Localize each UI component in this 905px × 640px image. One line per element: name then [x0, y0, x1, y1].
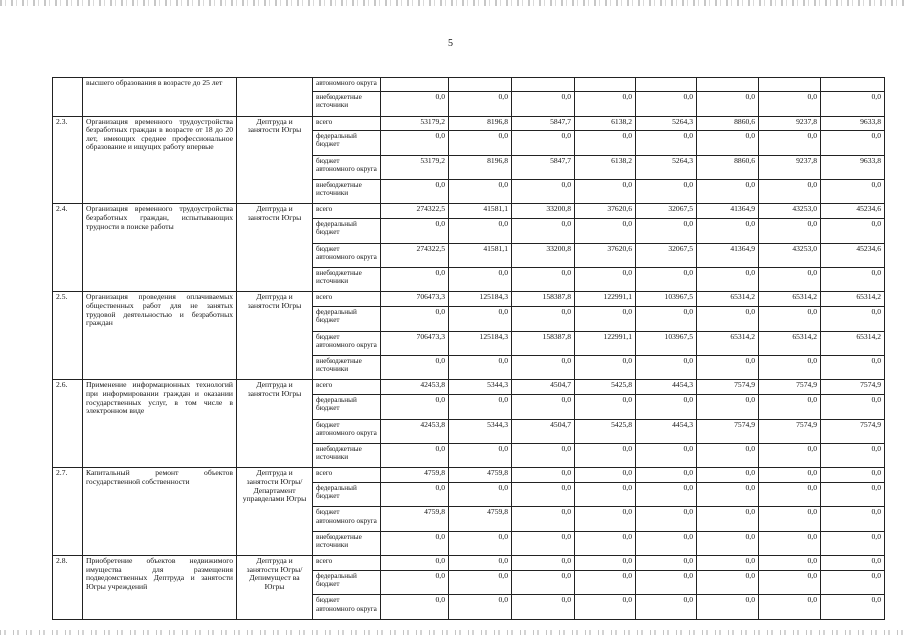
amount-cell: 0,0 — [575, 131, 636, 155]
amount-cell: 5264,3 — [636, 155, 697, 179]
amount-cell: 4454,3 — [636, 419, 697, 443]
amount-cell: 0,0 — [381, 92, 449, 116]
page-number: 5 — [448, 38, 453, 49]
amount-cell: 706473,3 — [381, 331, 449, 355]
amount-cell: 0,0 — [449, 570, 512, 594]
amount-cell: 0,0 — [697, 468, 759, 483]
amount-cell: 4759,8 — [381, 507, 449, 531]
executor: Дептруда и занятости Югры/Депимущест ва Югры — [237, 556, 313, 620]
amount-cell: 5847,7 — [512, 116, 575, 131]
funding-source: внебюджетные источники — [313, 180, 381, 204]
table-row — [53, 78, 885, 92]
amount-cell: 0,0 — [636, 468, 697, 483]
amount-cell: 4454,3 — [636, 380, 697, 395]
amount-cell: 5425,8 — [575, 419, 636, 443]
amount-cell: 0,0 — [575, 468, 636, 483]
funding-source: всего — [313, 292, 381, 307]
amount-cell: 0,0 — [381, 556, 449, 571]
amount-cell: 0,0 — [381, 307, 449, 331]
amount-cell: 53179,2 — [381, 155, 449, 179]
amount-cell: 4759,8 — [449, 507, 512, 531]
activity-name: Организация временного трудоустройства безработных граждан, испытывающих трудности в поиске работы — [83, 204, 237, 292]
amount-cell: 0,0 — [381, 395, 449, 419]
amount-cell: 0,0 — [636, 268, 697, 292]
activity-name: Организация временного трудоустройства безработных граждан в возрасте от 18 до 20 лет, имеющих среднее профессиональное образование и ищущих работу впервые — [83, 116, 237, 204]
activity-name: Применение информационных технологий при информировании граждан и оказании государственных услуг, в том числе в электронном виде — [83, 380, 237, 468]
amount-cell: 32067,5 — [636, 243, 697, 267]
amount-cell: 5847,7 — [512, 155, 575, 179]
amount-cell: 0,0 — [759, 595, 821, 620]
amount-cell: 0,0 — [697, 531, 759, 555]
amount-cell: 0,0 — [512, 570, 575, 594]
amount-cell: 0,0 — [575, 443, 636, 467]
budget-table — [52, 77, 885, 620]
amount-cell: 0,0 — [381, 595, 449, 620]
scan-edge-bottom — [0, 630, 905, 635]
amount-cell: 7574,9 — [697, 380, 759, 395]
amount-cell: 41581,1 — [449, 243, 512, 267]
item-number: 2.5. — [53, 292, 83, 380]
amount-cell: 0,0 — [821, 307, 885, 331]
amount-cell: 0,0 — [381, 483, 449, 507]
funding-source: внебюджетные источники — [313, 355, 381, 379]
amount-cell: 0,0 — [381, 131, 449, 155]
amount-cell: 0,0 — [512, 507, 575, 531]
funding-source: бюджет автономного округа — [313, 419, 381, 443]
funding-source: автономного округа — [313, 78, 381, 92]
amount-cell — [449, 78, 512, 92]
amount-cell: 158387,8 — [512, 292, 575, 307]
scan-edge-top — [0, 0, 905, 6]
executor: Дептруда и занятости Югры — [237, 292, 313, 380]
amount-cell: 9237,8 — [759, 116, 821, 131]
item-number: 2.4. — [53, 204, 83, 292]
amount-cell: 9237,8 — [759, 155, 821, 179]
funding-source: бюджет автономного округа — [313, 331, 381, 355]
amount-cell: 0,0 — [697, 355, 759, 379]
amount-cell: 125184,3 — [449, 292, 512, 307]
amount-cell: 0,0 — [697, 556, 759, 571]
amount-cell: 7574,9 — [697, 419, 759, 443]
amount-cell: 41364,9 — [697, 243, 759, 267]
funding-source: федеральный бюджет — [313, 131, 381, 155]
amount-cell: 0,0 — [821, 355, 885, 379]
amount-cell: 0,0 — [449, 443, 512, 467]
amount-cell: 0,0 — [575, 92, 636, 116]
amount-cell: 9633,8 — [821, 116, 885, 131]
amount-cell: 0,0 — [449, 307, 512, 331]
amount-cell: 65314,2 — [697, 292, 759, 307]
amount-cell: 0,0 — [512, 355, 575, 379]
amount-cell: 8196,8 — [449, 116, 512, 131]
amount-cell: 0,0 — [512, 219, 575, 243]
amount-cell: 0,0 — [575, 268, 636, 292]
amount-cell — [575, 78, 636, 92]
amount-cell: 0,0 — [575, 507, 636, 531]
activity-name: Организация проведения оплачиваемых общественных работ для не занятых трудовой деятельностью и безработных граждан — [83, 292, 237, 380]
amount-cell: 4759,8 — [381, 468, 449, 483]
amount-cell: 7574,9 — [821, 419, 885, 443]
amount-cell: 0,0 — [636, 595, 697, 620]
amount-cell: 103967,5 — [636, 292, 697, 307]
funding-source: бюджет автономного округа — [313, 595, 381, 620]
activity-name: Приобретение объектов недвижимого имущества для размещения подведомственных Дептруда и занятости Югры учреждений — [83, 556, 237, 620]
amount-cell: 0,0 — [575, 307, 636, 331]
amount-cell: 43253,0 — [759, 204, 821, 219]
amount-cell: 0,0 — [449, 131, 512, 155]
amount-cell: 0,0 — [449, 180, 512, 204]
amount-cell: 0,0 — [449, 92, 512, 116]
amount-cell: 0,0 — [821, 443, 885, 467]
amount-cell: 0,0 — [449, 483, 512, 507]
amount-cell: 5344,3 — [449, 380, 512, 395]
amount-cell — [821, 78, 885, 92]
funding-source: бюджет автономного округа — [313, 243, 381, 267]
funding-source: федеральный бюджет — [313, 483, 381, 507]
amount-cell: 0,0 — [636, 570, 697, 594]
table-row — [53, 468, 885, 483]
amount-cell: 0,0 — [512, 268, 575, 292]
amount-cell: 0,0 — [512, 468, 575, 483]
amount-cell — [697, 78, 759, 92]
amount-cell: 0,0 — [759, 395, 821, 419]
amount-cell: 32067,5 — [636, 204, 697, 219]
item-number: 2.7. — [53, 468, 83, 556]
amount-cell: 43253,0 — [759, 243, 821, 267]
funding-source: внебюджетные источники — [313, 443, 381, 467]
funding-source: федеральный бюджет — [313, 395, 381, 419]
amount-cell: 0,0 — [697, 92, 759, 116]
amount-cell: 6138,2 — [575, 155, 636, 179]
table-row — [53, 292, 885, 307]
amount-cell: 0,0 — [381, 443, 449, 467]
amount-cell: 0,0 — [821, 92, 885, 116]
amount-cell: 125184,3 — [449, 331, 512, 355]
funding-source: всего — [313, 468, 381, 483]
amount-cell — [636, 78, 697, 92]
amount-cell: 0,0 — [636, 443, 697, 467]
amount-cell: 0,0 — [381, 531, 449, 555]
amount-cell: 0,0 — [697, 180, 759, 204]
amount-cell: 103967,5 — [636, 331, 697, 355]
amount-cell: 4504,7 — [512, 419, 575, 443]
amount-cell: 0,0 — [759, 570, 821, 594]
amount-cell: 0,0 — [759, 507, 821, 531]
executor — [237, 78, 313, 117]
amount-cell: 0,0 — [575, 570, 636, 594]
amount-cell: 122991,1 — [575, 292, 636, 307]
amount-cell: 0,0 — [575, 355, 636, 379]
funding-source: внебюджетные источники — [313, 92, 381, 116]
amount-cell — [381, 78, 449, 92]
table-row — [53, 204, 885, 219]
amount-cell: 45234,6 — [821, 243, 885, 267]
amount-cell: 7574,9 — [821, 380, 885, 395]
amount-cell: 0,0 — [512, 483, 575, 507]
executor: Дептруда и занятости Югры — [237, 116, 313, 204]
amount-cell: 0,0 — [759, 131, 821, 155]
amount-cell: 0,0 — [821, 131, 885, 155]
amount-cell: 0,0 — [636, 92, 697, 116]
executor: Дептруда и занятости Югры — [237, 204, 313, 292]
funding-source: бюджет автономного округа — [313, 507, 381, 531]
amount-cell: 0,0 — [575, 595, 636, 620]
amount-cell: 0,0 — [759, 531, 821, 555]
amount-cell: 0,0 — [821, 268, 885, 292]
amount-cell: 0,0 — [697, 219, 759, 243]
amount-cell: 0,0 — [759, 219, 821, 243]
amount-cell — [759, 78, 821, 92]
amount-cell: 65314,2 — [821, 292, 885, 307]
amount-cell: 0,0 — [636, 180, 697, 204]
amount-cell: 8860,6 — [697, 155, 759, 179]
amount-cell: 0,0 — [381, 219, 449, 243]
amount-cell: 0,0 — [636, 483, 697, 507]
amount-cell: 0,0 — [449, 219, 512, 243]
amount-cell: 706473,3 — [381, 292, 449, 307]
funding-source: внебюджетные источники — [313, 268, 381, 292]
funding-source: всего — [313, 116, 381, 131]
amount-cell: 0,0 — [512, 595, 575, 620]
amount-cell: 65314,2 — [821, 331, 885, 355]
amount-cell: 9633,8 — [821, 155, 885, 179]
amount-cell: 158387,8 — [512, 331, 575, 355]
item-number: 2.8. — [53, 556, 83, 620]
amount-cell: 0,0 — [759, 468, 821, 483]
amount-cell: 0,0 — [636, 131, 697, 155]
funding-source: всего — [313, 380, 381, 395]
funding-source: федеральный бюджет — [313, 219, 381, 243]
amount-cell: 65314,2 — [697, 331, 759, 355]
amount-cell: 41364,9 — [697, 204, 759, 219]
amount-cell: 0,0 — [759, 556, 821, 571]
amount-cell: 0,0 — [821, 570, 885, 594]
amount-cell: 0,0 — [512, 531, 575, 555]
amount-cell: 0,0 — [759, 483, 821, 507]
amount-cell: 37620,6 — [575, 243, 636, 267]
funding-source: федеральный бюджет — [313, 307, 381, 331]
amount-cell: 0,0 — [697, 507, 759, 531]
amount-cell: 0,0 — [381, 180, 449, 204]
amount-cell: 33200,8 — [512, 204, 575, 219]
amount-cell: 0,0 — [512, 92, 575, 116]
amount-cell: 0,0 — [821, 180, 885, 204]
amount-cell: 53179,2 — [381, 116, 449, 131]
amount-cell: 0,0 — [512, 395, 575, 419]
amount-cell: 0,0 — [575, 531, 636, 555]
amount-cell: 4504,7 — [512, 380, 575, 395]
amount-cell: 0,0 — [381, 355, 449, 379]
amount-cell: 0,0 — [512, 131, 575, 155]
amount-cell: 0,0 — [821, 219, 885, 243]
amount-cell: 7574,9 — [759, 380, 821, 395]
amount-cell: 0,0 — [697, 443, 759, 467]
amount-cell: 8196,8 — [449, 155, 512, 179]
amount-cell: 0,0 — [449, 531, 512, 555]
amount-cell: 0,0 — [512, 180, 575, 204]
amount-cell: 0,0 — [636, 556, 697, 571]
executor: Дептруда и занятости Югры — [237, 380, 313, 468]
amount-cell: 0,0 — [512, 556, 575, 571]
amount-cell: 0,0 — [759, 443, 821, 467]
amount-cell: 0,0 — [636, 395, 697, 419]
amount-cell: 0,0 — [697, 131, 759, 155]
funding-source: всего — [313, 204, 381, 219]
amount-cell: 4759,8 — [449, 468, 512, 483]
amount-cell: 0,0 — [449, 268, 512, 292]
amount-cell: 0,0 — [697, 307, 759, 331]
amount-cell: 42453,8 — [381, 380, 449, 395]
amount-cell: 5425,8 — [575, 380, 636, 395]
amount-cell: 65314,2 — [759, 331, 821, 355]
amount-cell: 42453,8 — [381, 419, 449, 443]
amount-cell: 0,0 — [449, 395, 512, 419]
amount-cell: 0,0 — [821, 395, 885, 419]
amount-cell: 0,0 — [697, 595, 759, 620]
amount-cell: 5344,3 — [449, 419, 512, 443]
amount-cell: 0,0 — [759, 268, 821, 292]
amount-cell: 37620,6 — [575, 204, 636, 219]
table-row — [53, 116, 885, 131]
amount-cell: 41581,1 — [449, 204, 512, 219]
amount-cell: 0,0 — [636, 219, 697, 243]
amount-cell: 0,0 — [575, 219, 636, 243]
amount-cell: 0,0 — [575, 180, 636, 204]
activity-name: Капитальный ремонт объектов государственной собственности — [83, 468, 237, 556]
amount-cell: 0,0 — [821, 507, 885, 531]
amount-cell: 33200,8 — [512, 243, 575, 267]
amount-cell: 0,0 — [759, 180, 821, 204]
funding-source: всего — [313, 556, 381, 571]
amount-cell: 0,0 — [821, 531, 885, 555]
amount-cell: 0,0 — [636, 355, 697, 379]
amount-cell: 0,0 — [512, 443, 575, 467]
activity-name: высшего образования в возрасте до 25 лет — [83, 78, 237, 117]
funding-source: внебюджетные источники — [313, 531, 381, 555]
amount-cell: 0,0 — [697, 570, 759, 594]
amount-cell: 274322,5 — [381, 204, 449, 219]
executor: Дептруда и занятости Югры/Департамент управделами Югры — [237, 468, 313, 556]
amount-cell: 0,0 — [759, 92, 821, 116]
amount-cell: 8860,6 — [697, 116, 759, 131]
amount-cell — [512, 78, 575, 92]
amount-cell: 6138,2 — [575, 116, 636, 131]
amount-cell: 0,0 — [449, 355, 512, 379]
amount-cell: 0,0 — [512, 307, 575, 331]
amount-cell: 0,0 — [821, 468, 885, 483]
table-row — [53, 556, 885, 571]
amount-cell: 5264,3 — [636, 116, 697, 131]
amount-cell: 0,0 — [381, 570, 449, 594]
amount-cell: 0,0 — [449, 556, 512, 571]
amount-cell: 0,0 — [636, 307, 697, 331]
item-number — [53, 78, 83, 117]
amount-cell: 0,0 — [575, 556, 636, 571]
amount-cell: 0,0 — [821, 595, 885, 620]
table-body — [53, 78, 885, 620]
amount-cell: 0,0 — [575, 483, 636, 507]
amount-cell: 0,0 — [697, 268, 759, 292]
table-row — [53, 380, 885, 395]
amount-cell: 0,0 — [381, 268, 449, 292]
amount-cell: 0,0 — [759, 307, 821, 331]
amount-cell: 0,0 — [636, 531, 697, 555]
amount-cell: 0,0 — [821, 556, 885, 571]
amount-cell: 65314,2 — [759, 292, 821, 307]
amount-cell: 274322,5 — [381, 243, 449, 267]
funding-source: бюджет автономного округа — [313, 155, 381, 179]
amount-cell: 0,0 — [759, 355, 821, 379]
amount-cell: 0,0 — [821, 483, 885, 507]
amount-cell: 0,0 — [636, 507, 697, 531]
item-number: 2.6. — [53, 380, 83, 468]
amount-cell: 45234,6 — [821, 204, 885, 219]
amount-cell: 0,0 — [449, 595, 512, 620]
amount-cell: 0,0 — [575, 395, 636, 419]
amount-cell: 7574,9 — [759, 419, 821, 443]
item-number: 2.3. — [53, 116, 83, 204]
amount-cell: 122991,1 — [575, 331, 636, 355]
funding-source: федеральный бюджет — [313, 570, 381, 594]
amount-cell: 0,0 — [697, 483, 759, 507]
amount-cell: 0,0 — [697, 395, 759, 419]
